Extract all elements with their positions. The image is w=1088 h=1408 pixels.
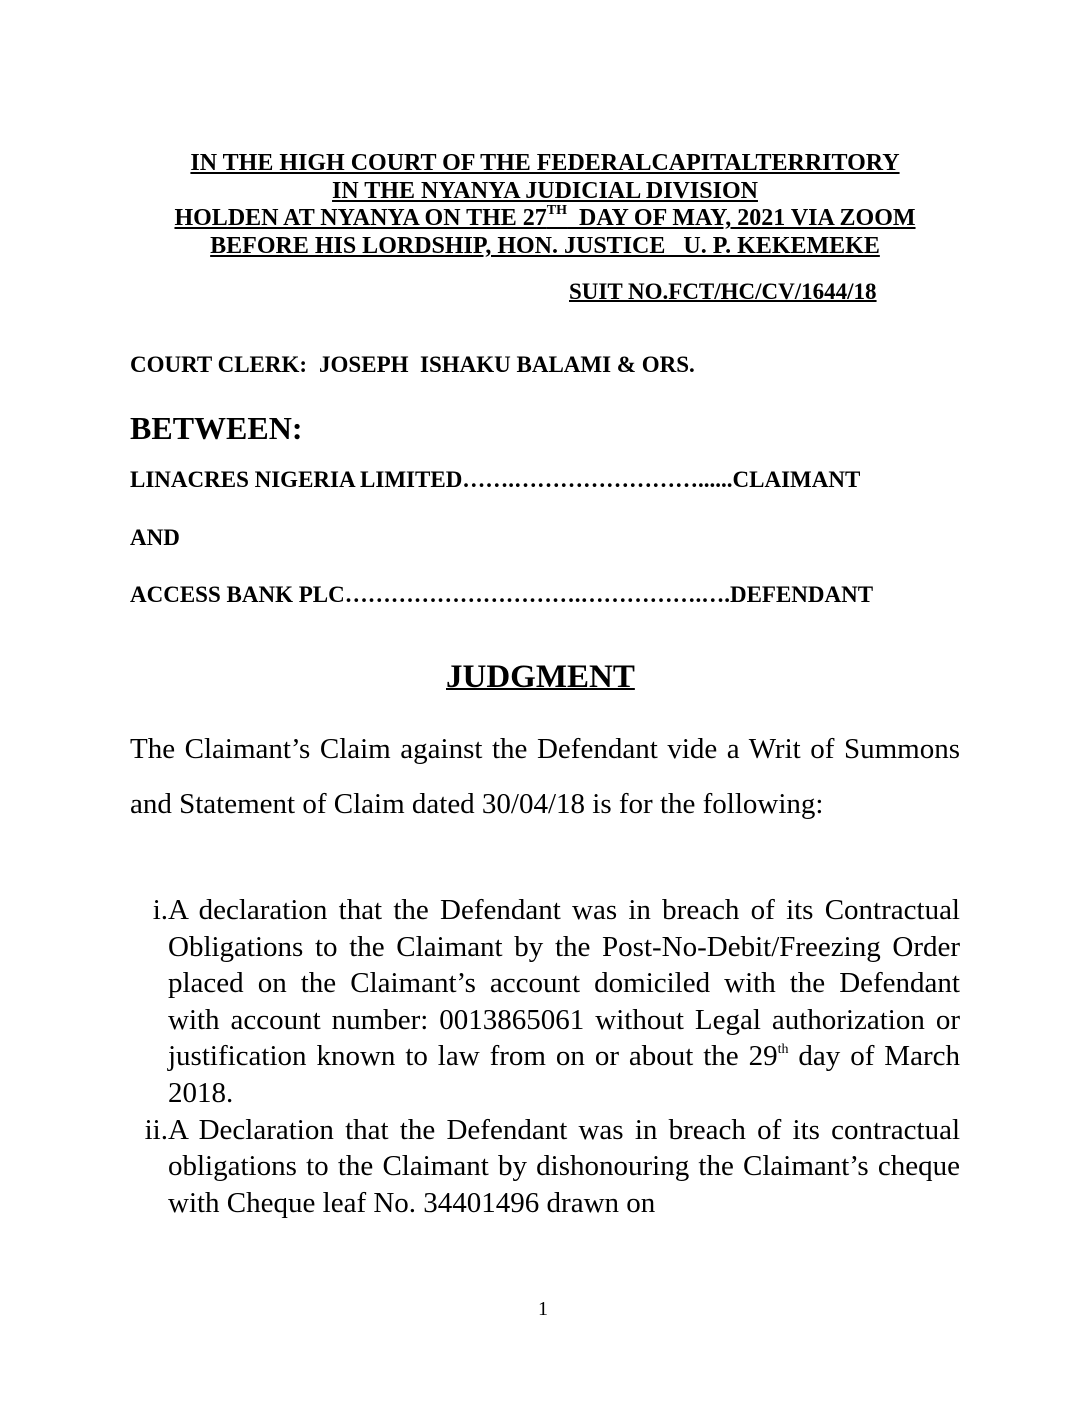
list-item-text: [168, 892, 960, 1112]
heading-line-holden: [130, 205, 960, 233]
list-item: [130, 1112, 960, 1222]
claim-text-post: day of March 2018.: [168, 1040, 960, 1109]
between-heading: BETWEEN:: [130, 410, 303, 446]
list-item-number: ii.: [144, 1113, 168, 1146]
claim-text: A declaration that the Defendant was in breach of its Contractual Obligations to the Claimant by the Post-No-Debit/Freezing Order placed on the Claimant’s account domiciled with the Defendant with account number: 0013865061 without Legal authorization or justification known to law from on or about the 29: [168, 894, 960, 1073]
claims-list: [130, 892, 960, 1221]
and-line: AND: [130, 525, 180, 550]
heading-holden-text-post: DAY OF MAY, 2021 VIA ZOOM: [567, 205, 916, 231]
heading-holden-text: HOLDEN AT NYANYA ON THE 27: [174, 205, 547, 231]
suit-number: SUIT NO.FCT/HC/CV/1644/18: [569, 279, 877, 304]
claim-text-sup: th: [777, 1041, 789, 1057]
defendant-line: ACCESS BANK PLC………………………….…………….….DEFENDANT: [130, 582, 874, 607]
heading-line-judge: BEFORE HIS LORDSHIP, HON. JUSTICE U. P. KEKEMEKE: [210, 232, 880, 259]
list-item-number: i.: [152, 894, 168, 926]
heading-line-court: IN THE HIGH COURT OF THE FEDERALCAPITALTERRITORY: [190, 150, 900, 176]
intro-paragraph: The Claimant’s Claim against the Defendant vide a Writ of Summons and Statement of Claim dated 30/04/18 is for the following:: [130, 733, 960, 820]
court-clerk: [130, 352, 695, 378]
court-heading: [130, 150, 960, 260]
heading-holden-sup: TH: [546, 203, 568, 218]
claimant-line: LINACRES NIGERIA LIMITED…….……………………......CLAIMANT: [130, 467, 861, 492]
court-clerk-label: COURT CLERK:: [130, 352, 308, 377]
list-item: [130, 892, 960, 1112]
court-clerk-name: JOSEPH ISHAKU BALAMI & ORS.: [319, 352, 695, 377]
list-item-text: A Declaration that the Defendant was in breach of its contractual obligations to the Claimant by dishonouring the Claimant’s cheque with Cheque leaf No. 34401496 drawn on: [168, 1113, 960, 1219]
heading-line-division: IN THE NYANYA JUDICIAL DIVISION: [332, 177, 758, 204]
page-number: 1: [538, 1298, 548, 1320]
judgment-title: JUDGMENT: [446, 659, 635, 695]
